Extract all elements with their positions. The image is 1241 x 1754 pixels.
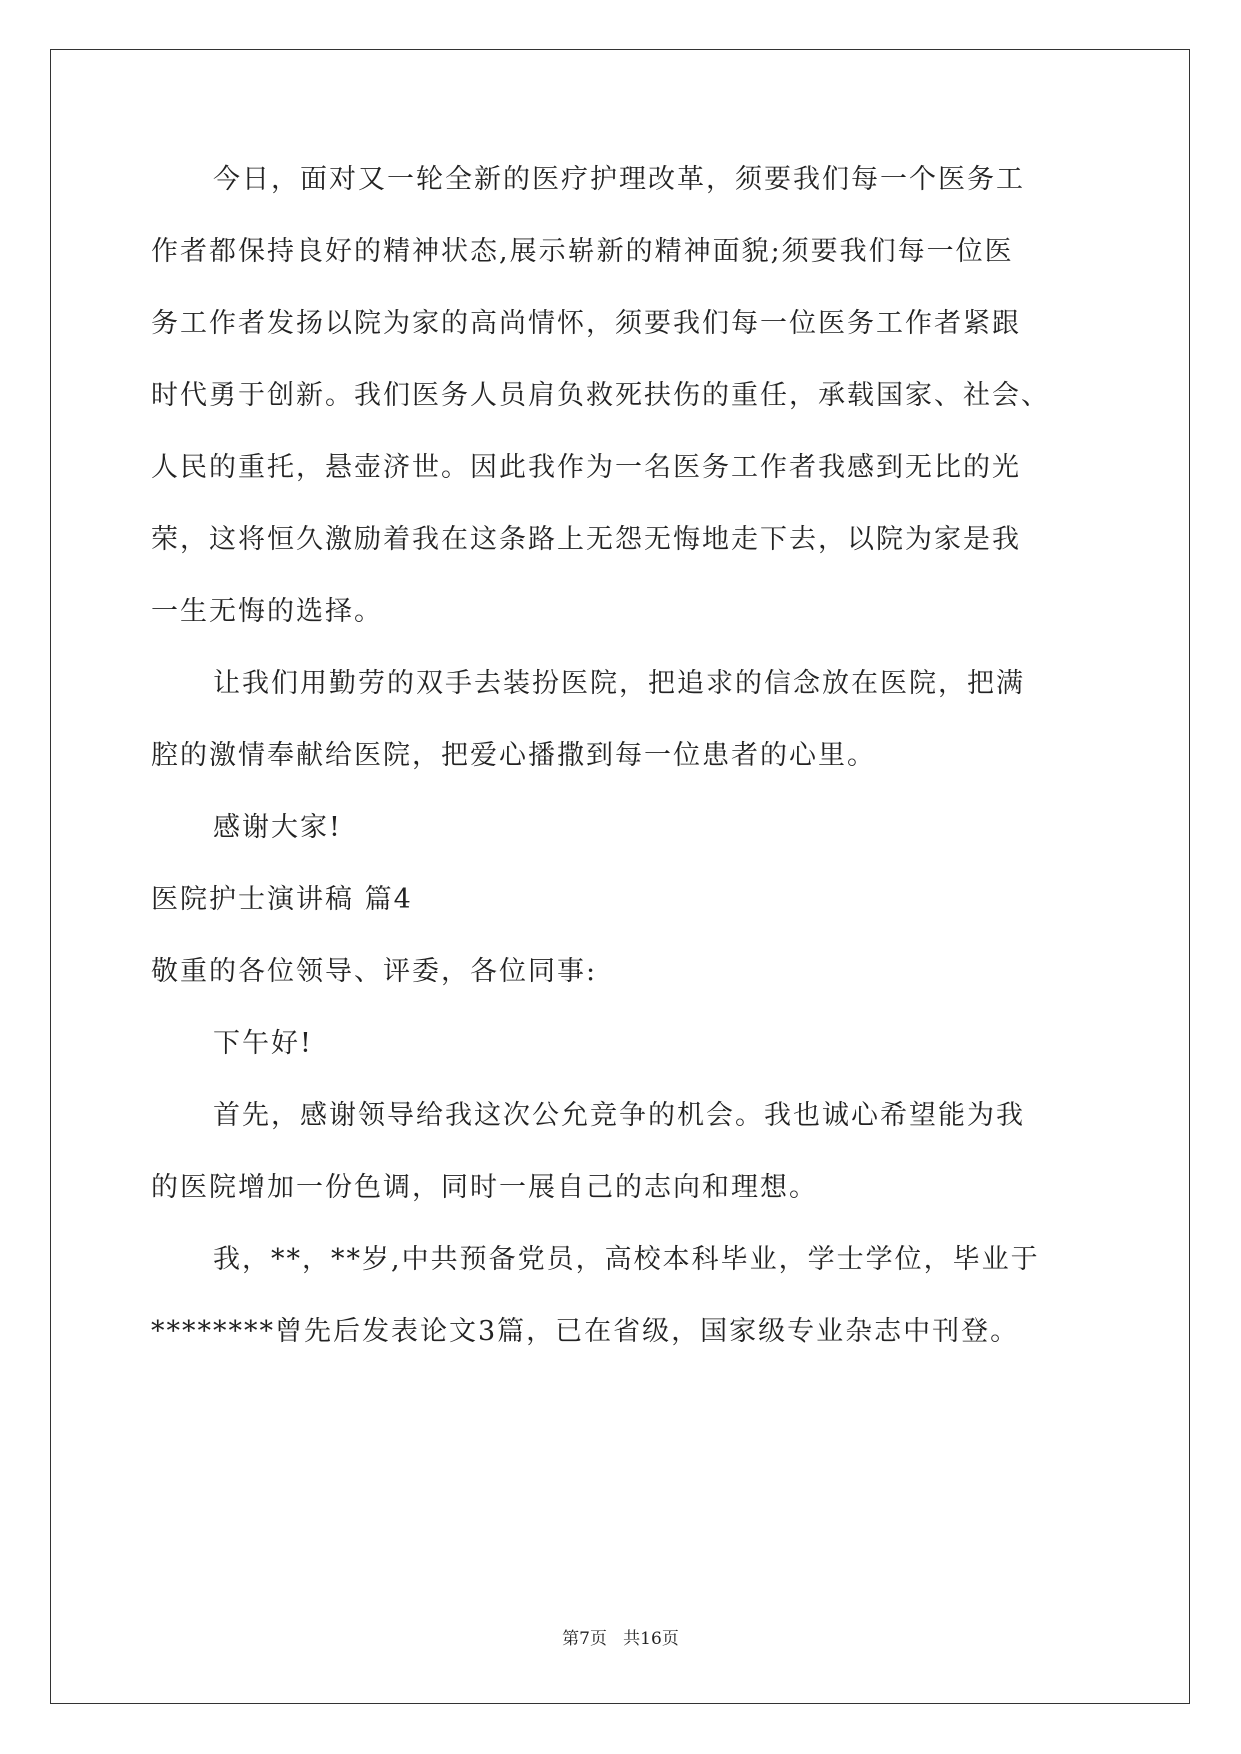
paragraph-line: 荣，这将恒久激励着我在这条路上无怨无悔地走下去，以院为家是我 <box>151 524 1021 555</box>
paragraph-line: 时代勇于创新。我们医务人员肩负救死扶伤的重任，承载国家、社会、 <box>151 380 1050 411</box>
paragraph-line: 感谢大家! <box>213 812 342 843</box>
paragraph-line: 一生无悔的选择。 <box>151 596 383 627</box>
greeting-line: 下午好! <box>213 1028 313 1059</box>
salutation-line: 敬重的各位领导、评委，各位同事: <box>151 956 598 987</box>
paragraph-line: 让我们用勤劳的双手去装扮医院，把追求的信念放在医院，把满 <box>213 668 1025 699</box>
paragraph-line: 务工作者发扬以院为家的高尚情怀，须要我们每一位医务工作者紧跟 <box>151 308 1021 339</box>
paragraph-line: 首先，感谢领导给我这次公允竞争的机会。我也诚心希望能为我 <box>213 1100 1025 1131</box>
paragraph-line: 人民的重托，悬壶济世。因此我作为一名医务工作者我感到无比的光 <box>151 452 1021 483</box>
page-border <box>50 49 1190 1704</box>
paragraph-line: ********曾先后发表论文3篇，已在省级，国家级专业杂志中刊登。 <box>151 1316 1020 1347</box>
section-heading: 医院护士演讲稿 篇4 <box>151 884 413 915</box>
paragraph-line: 今日，面对又一轮全新的医疗护理改革，须要我们每一个医务工 <box>213 164 1025 195</box>
paragraph-line: 腔的激情奉献给医院，把爱心播撒到每一位患者的心里。 <box>151 740 876 771</box>
page-number-footer: 第7页 共16页 <box>562 1629 679 1649</box>
paragraph-line: 作者都保持良好的精神状态,展示崭新的精神面貌;须要我们每一位医 <box>151 236 1014 267</box>
paragraph-line: 我，**，**岁,中共预备党员，高校本科毕业，学士学位，毕业于 <box>213 1244 1040 1275</box>
paragraph-line: 的医院增加一份色调，同时一展自己的志向和理想。 <box>151 1172 818 1203</box>
